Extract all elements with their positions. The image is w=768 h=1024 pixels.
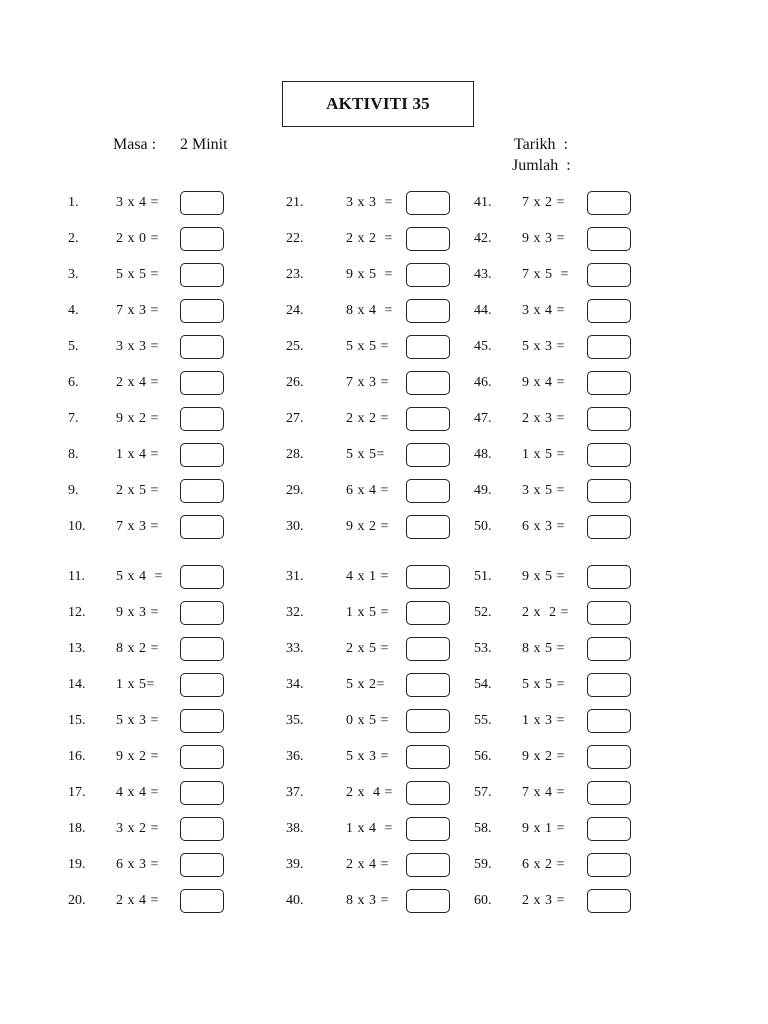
answer-box[interactable] <box>587 853 631 877</box>
answer-box[interactable] <box>180 371 224 395</box>
problem-expression: 5 x 5= <box>346 447 385 462</box>
problem-expression: 9 x 1 = <box>522 821 565 836</box>
problem-number: 47. <box>474 411 492 426</box>
problem-number: 37. <box>286 785 304 800</box>
answer-box[interactable] <box>587 781 631 805</box>
answer-box[interactable] <box>587 371 631 395</box>
problem-expression: 2 x 2 = <box>346 411 389 426</box>
problem-number: 36. <box>286 749 304 764</box>
problem-number: 32. <box>286 605 304 620</box>
answer-box[interactable] <box>180 299 224 323</box>
problem-expression: 3 x 4 = <box>522 303 565 318</box>
problem-number: 56. <box>474 749 492 764</box>
answer-box[interactable] <box>587 745 631 769</box>
problem-number: 12. <box>68 605 86 620</box>
problem-number: 9. <box>68 483 79 498</box>
problem-expression: 2 x 2 = <box>346 231 393 246</box>
answer-box[interactable] <box>587 227 631 251</box>
answer-box[interactable] <box>587 299 631 323</box>
problem-number: 34. <box>286 677 304 692</box>
answer-box[interactable] <box>587 335 631 359</box>
problem-expression: 2 x 5 = <box>346 641 389 656</box>
page-title: AKTIVITI 35 <box>326 94 430 113</box>
problem-expression: 1 x 4 = <box>346 821 393 836</box>
answer-box[interactable] <box>406 853 450 877</box>
answer-box[interactable] <box>587 565 631 589</box>
problem-number: 44. <box>474 303 492 318</box>
answer-box[interactable] <box>180 637 224 661</box>
problem-number: 8. <box>68 447 79 462</box>
problem-expression: 8 x 2 = <box>116 641 159 656</box>
problem-expression: 9 x 3 = <box>116 605 159 620</box>
problem-number: 21. <box>286 195 304 210</box>
answer-box[interactable] <box>180 745 224 769</box>
problem-number: 60. <box>474 893 492 908</box>
masa-value: 2 Minit <box>180 136 228 153</box>
answer-box[interactable] <box>406 299 450 323</box>
answer-box[interactable] <box>406 443 450 467</box>
problem-expression: 2 x 4 = <box>346 785 393 800</box>
problem-expression: 7 x 2 = <box>522 195 565 210</box>
answer-box[interactable] <box>406 673 450 697</box>
problem-number: 10. <box>68 519 86 534</box>
problem-number: 18. <box>68 821 86 836</box>
answer-box[interactable] <box>587 443 631 467</box>
problem-expression: 4 x 1 = <box>346 569 389 584</box>
problem-expression: 7 x 3 = <box>346 375 389 390</box>
problem-expression: 2 x 3 = <box>522 411 565 426</box>
answer-box[interactable] <box>587 515 631 539</box>
problem-expression: 9 x 5 = <box>346 267 393 282</box>
problem-number: 39. <box>286 857 304 872</box>
problem-expression: 7 x 4 = <box>522 785 565 800</box>
problem-expression: 0 x 5 = <box>346 713 389 728</box>
answer-box[interactable] <box>406 817 450 841</box>
jumlah-label: Jumlah : <box>512 157 571 174</box>
title-box <box>282 81 474 127</box>
problem-expression: 3 x 2 = <box>116 821 159 836</box>
answer-box[interactable] <box>180 853 224 877</box>
answer-box[interactable] <box>180 781 224 805</box>
problem-expression: 5 x 4 = <box>116 569 163 584</box>
answer-box[interactable] <box>180 227 224 251</box>
answer-box[interactable] <box>180 443 224 467</box>
problem-number: 31. <box>286 569 304 584</box>
problem-number: 4. <box>68 303 79 318</box>
problem-number: 6. <box>68 375 79 390</box>
answer-box[interactable] <box>587 709 631 733</box>
answer-box[interactable] <box>406 335 450 359</box>
answer-box[interactable] <box>587 263 631 287</box>
problem-number: 17. <box>68 785 86 800</box>
problem-number: 51. <box>474 569 492 584</box>
answer-box[interactable] <box>406 407 450 431</box>
problem-number: 50. <box>474 519 492 534</box>
problem-number: 27. <box>286 411 304 426</box>
answer-box[interactable] <box>180 263 224 287</box>
problem-number: 25. <box>286 339 304 354</box>
problem-number: 45. <box>474 339 492 354</box>
problem-expression: 8 x 5 = <box>522 641 565 656</box>
problem-number: 49. <box>474 483 492 498</box>
problem-expression: 1 x 4 = <box>116 447 159 462</box>
problem-expression: 1 x 5= <box>116 677 155 692</box>
answer-box[interactable] <box>587 889 631 913</box>
answer-box[interactable] <box>180 817 224 841</box>
answer-box[interactable] <box>180 709 224 733</box>
answer-box[interactable] <box>406 227 450 251</box>
answer-box[interactable] <box>180 515 224 539</box>
problem-expression: 1 x 5 = <box>522 447 565 462</box>
problem-expression: 9 x 5 = <box>522 569 565 584</box>
problem-expression: 6 x 3 = <box>116 857 159 872</box>
problem-number: 2. <box>68 231 79 246</box>
problem-number: 20. <box>68 893 86 908</box>
answer-box[interactable] <box>406 191 450 215</box>
problem-expression: 2 x 4 = <box>346 857 389 872</box>
answer-box[interactable] <box>406 263 450 287</box>
problem-number: 40. <box>286 893 304 908</box>
problem-expression: 9 x 4 = <box>522 375 565 390</box>
answer-box[interactable] <box>587 637 631 661</box>
problem-expression: 8 x 3 = <box>346 893 389 908</box>
answer-box[interactable] <box>180 335 224 359</box>
problem-expression: 8 x 4 = <box>346 303 393 318</box>
tarikh-label: Tarikh : <box>514 136 568 153</box>
answer-box[interactable] <box>587 479 631 503</box>
problem-expression: 2 x 0 = <box>116 231 159 246</box>
problem-expression: 7 x 5 = <box>522 267 569 282</box>
problem-number: 7. <box>68 411 79 426</box>
problem-expression: 6 x 2 = <box>522 857 565 872</box>
problem-number: 48. <box>474 447 492 462</box>
problem-expression: 5 x 5 = <box>522 677 565 692</box>
problem-number: 3. <box>68 267 79 282</box>
answer-box[interactable] <box>180 601 224 625</box>
answer-box[interactable] <box>406 601 450 625</box>
problem-expression: 9 x 2 = <box>346 519 389 534</box>
problem-expression: 9 x 2 = <box>522 749 565 764</box>
problem-number: 38. <box>286 821 304 836</box>
answer-box[interactable] <box>180 191 224 215</box>
problem-number: 11. <box>68 569 85 584</box>
problem-expression: 5 x 3 = <box>346 749 389 764</box>
problem-expression: 2 x 2 = <box>522 605 569 620</box>
answer-box[interactable] <box>406 781 450 805</box>
problem-number: 30. <box>286 519 304 534</box>
problem-number: 53. <box>474 641 492 656</box>
answer-box[interactable] <box>587 407 631 431</box>
problem-number: 13. <box>68 641 86 656</box>
problem-number: 58. <box>474 821 492 836</box>
problem-number: 1. <box>68 195 79 210</box>
problem-number: 24. <box>286 303 304 318</box>
answer-box[interactable] <box>406 745 450 769</box>
answer-box[interactable] <box>587 673 631 697</box>
problem-expression: 6 x 4 = <box>346 483 389 498</box>
problem-number: 28. <box>286 447 304 462</box>
answer-box[interactable] <box>406 515 450 539</box>
problem-number: 26. <box>286 375 304 390</box>
problem-number: 59. <box>474 857 492 872</box>
problem-expression: 5 x 3 = <box>116 713 159 728</box>
problem-expression: 3 x 4 = <box>116 195 159 210</box>
answer-box[interactable] <box>406 371 450 395</box>
problem-number: 57. <box>474 785 492 800</box>
answer-box[interactable] <box>180 673 224 697</box>
problem-expression: 2 x 3 = <box>522 893 565 908</box>
answer-box[interactable] <box>587 601 631 625</box>
problem-number: 14. <box>68 677 86 692</box>
problem-number: 35. <box>286 713 304 728</box>
answer-box[interactable] <box>406 565 450 589</box>
answer-box[interactable] <box>587 817 631 841</box>
problem-number: 55. <box>474 713 492 728</box>
problem-number: 29. <box>286 483 304 498</box>
problem-number: 23. <box>286 267 304 282</box>
problem-expression: 2 x 4 = <box>116 893 159 908</box>
problem-expression: 3 x 5 = <box>522 483 565 498</box>
answer-box[interactable] <box>180 479 224 503</box>
problem-expression: 9 x 2 = <box>116 749 159 764</box>
answer-box[interactable] <box>406 637 450 661</box>
problem-number: 42. <box>474 231 492 246</box>
problem-expression: 3 x 3 = <box>116 339 159 354</box>
problem-expression: 5 x 5 = <box>346 339 389 354</box>
problem-number: 5. <box>68 339 79 354</box>
problem-expression: 7 x 3 = <box>116 303 159 318</box>
problem-expression: 5 x 3 = <box>522 339 565 354</box>
problem-expression: 3 x 3 = <box>346 195 393 210</box>
answer-box[interactable] <box>587 191 631 215</box>
problem-number: 41. <box>474 195 492 210</box>
problem-number: 19. <box>68 857 86 872</box>
problem-number: 46. <box>474 375 492 390</box>
problem-number: 33. <box>286 641 304 656</box>
problem-number: 54. <box>474 677 492 692</box>
answer-box[interactable] <box>406 479 450 503</box>
problem-number: 43. <box>474 267 492 282</box>
problem-expression: 2 x 5 = <box>116 483 159 498</box>
problem-number: 22. <box>286 231 304 246</box>
answer-box[interactable] <box>406 889 450 913</box>
problem-expression: 4 x 4 = <box>116 785 159 800</box>
problem-expression: 1 x 3 = <box>522 713 565 728</box>
problem-expression: 9 x 3 = <box>522 231 565 246</box>
problem-expression: 7 x 3 = <box>116 519 159 534</box>
problem-expression: 6 x 3 = <box>522 519 565 534</box>
problem-expression: 2 x 4 = <box>116 375 159 390</box>
problem-expression: 1 x 5 = <box>346 605 389 620</box>
masa-label: Masa : <box>113 136 157 153</box>
answer-box[interactable] <box>180 565 224 589</box>
problem-expression: 9 x 2 = <box>116 411 159 426</box>
answer-box[interactable] <box>406 709 450 733</box>
problem-expression: 5 x 5 = <box>116 267 159 282</box>
problem-number: 15. <box>68 713 86 728</box>
problem-expression: 5 x 2= <box>346 677 385 692</box>
problem-number: 16. <box>68 749 86 764</box>
answer-box[interactable] <box>180 407 224 431</box>
answer-box[interactable] <box>180 889 224 913</box>
problem-number: 52. <box>474 605 492 620</box>
